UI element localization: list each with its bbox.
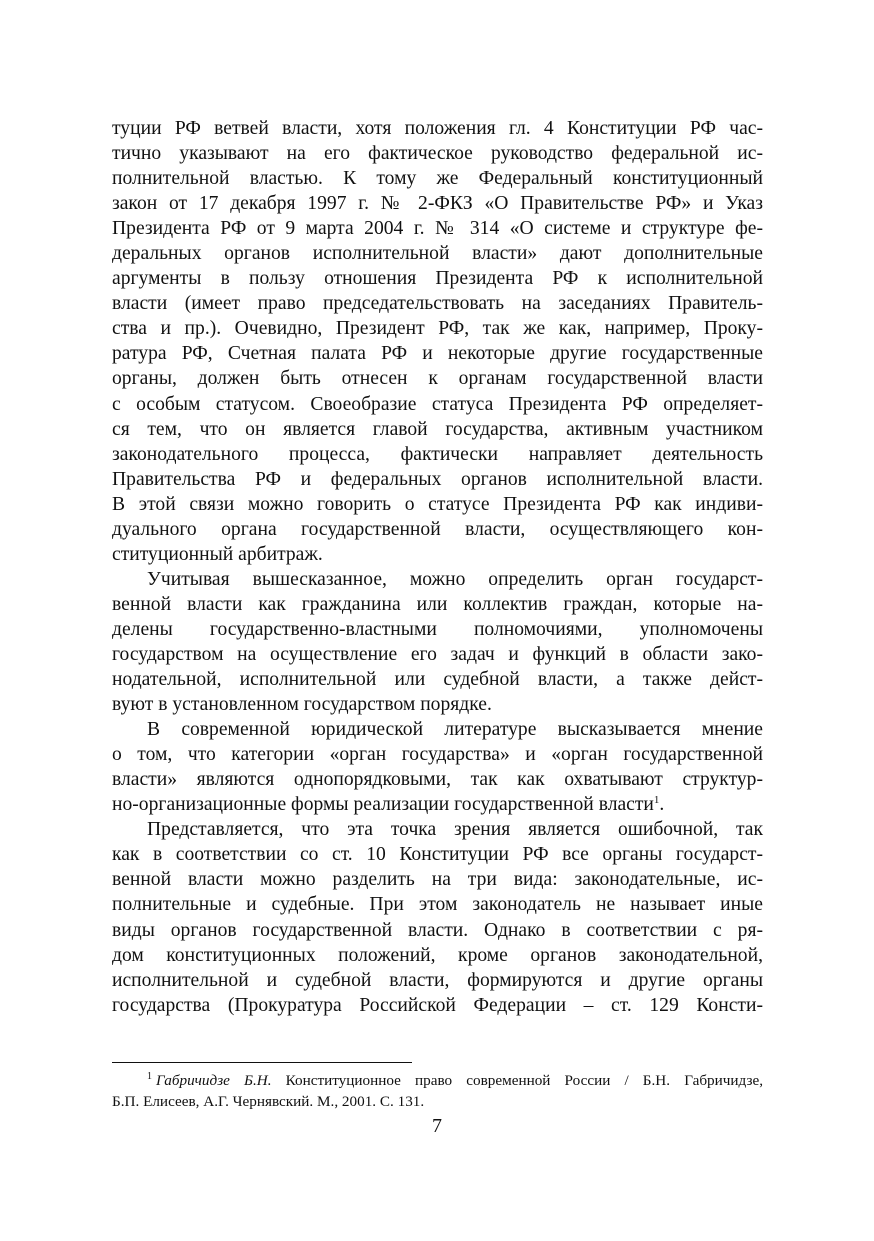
text-line: дуального органа государственной власти, осуществляющего кон- xyxy=(112,518,763,540)
text-line: Представляется, что эта точка зрения является ошибочной, так xyxy=(147,819,763,841)
text-line: как в соответствии со ст. 10 Конституции РФ все органы государст- xyxy=(112,844,763,866)
footnote-reference[interactable]: 1 xyxy=(653,794,660,807)
footnote-author: Габричидзе Б.Н. xyxy=(156,1072,272,1089)
text-line: вуют в установленном государством порядке. xyxy=(112,694,492,716)
text-line: о том, что категории «орган государства» и «орган государственной xyxy=(112,744,763,766)
text-line: венной власти можно разделить на три вида: законодательные, ис- xyxy=(112,869,763,891)
text-line: аргументы в пользу отношения Президента РФ к исполнительной xyxy=(112,268,763,290)
footnote-line: Б.П. Елисеев, А.Г. Чернявский. М., 2001. С. 131. xyxy=(112,1093,425,1110)
text-line: ратура РФ, Счетная палата РФ и некоторые другие государственные xyxy=(112,343,763,365)
text-line: дом конституционных положений, кроме органов законодательной, xyxy=(112,944,763,966)
text-line: Правительства РФ и федеральных органов исполнительной власти. xyxy=(112,468,763,490)
text-line: государства (Прокуратура Российской Федерации – ст. 129 Консти- xyxy=(112,994,763,1016)
footnote-line xyxy=(112,1070,763,1091)
text-line: делены государственно-властными полномочиями, уполномочены xyxy=(112,618,763,640)
text-line: власти (имеет право председательствовать на заседаниях Правитель- xyxy=(112,293,763,315)
body-text xyxy=(112,116,763,1018)
footnote-mark: 1 xyxy=(147,1071,152,1082)
text-line: закон от 17 декабря 1997 г. № 2-ФКЗ «О Правительстве РФ» и Указ xyxy=(112,193,763,215)
text-line: туции РФ ветвей власти, хотя положения гл. 4 Конституции РФ час- xyxy=(112,118,763,139)
text-line: нодательной, исполнительной или судебной власти, а также дейст- xyxy=(112,669,763,691)
text-line: деральных органов исполнительной власти» дают дополнительные xyxy=(112,243,763,265)
paragraph-2 xyxy=(112,567,763,717)
text-line: Учитывая вышесказанное, можно определить орган государст- xyxy=(147,568,763,590)
footnote xyxy=(112,1070,763,1112)
text-line: органы, должен быть отнесен к органам государственной власти xyxy=(112,368,763,390)
text-line: исполнительной и судебной власти, формируются и другие органы xyxy=(112,969,763,991)
paragraph-3 xyxy=(112,717,763,817)
text-line: ства и пр.). Очевидно, Президент РФ, так же как, например, Проку- xyxy=(112,318,763,340)
text-line-content: но-организационные формы реализации государственной власти xyxy=(112,794,654,816)
footnote-citation: Конституционное право современной России / Б.Н. Габричидзе, xyxy=(271,1072,763,1089)
text-line xyxy=(112,792,763,817)
text-line: полнительной властью. К тому же Федеральный конституционный xyxy=(112,168,763,190)
text-line: венной власти как гражданина или коллектив граждан, которые на- xyxy=(112,593,763,615)
text-line: виды органов государственной власти. Однако в соответствии с ря- xyxy=(112,919,763,941)
text-line: полнительные и судебные. При этом законодатель не называет иные xyxy=(112,894,763,916)
text-line: ся тем, что он является главой государства, активным участником xyxy=(112,418,763,440)
page-number: 7 xyxy=(432,1115,442,1137)
text-line: законодательного процесса, фактически направляет деятельность xyxy=(112,443,763,465)
text-line: ституционный арбитраж. xyxy=(112,543,323,565)
footnote-divider xyxy=(112,1062,412,1063)
text-line: В этой связи можно говорить о статусе Президента РФ как индиви- xyxy=(112,493,763,515)
text-line: тично указывают на его фактическое руководство федеральной ис- xyxy=(112,143,763,165)
paragraph-1 xyxy=(112,116,763,567)
text-line: государством на осуществление его задач и функций в области зако- xyxy=(112,643,763,665)
paragraph-4 xyxy=(112,817,763,1017)
text-line: с особым статусом. Своеобразие статуса Президента РФ определяет- xyxy=(112,393,763,415)
text-line: В современной юридической литературе высказывается мнение xyxy=(147,719,763,741)
sentence-end: . xyxy=(659,794,665,816)
text-line: власти» являются однопорядковыми, так как охватывают структур- xyxy=(112,769,763,791)
text-line: Президента РФ от 9 марта 2004 г. № 314 «О системе и структуре фе- xyxy=(112,218,763,240)
